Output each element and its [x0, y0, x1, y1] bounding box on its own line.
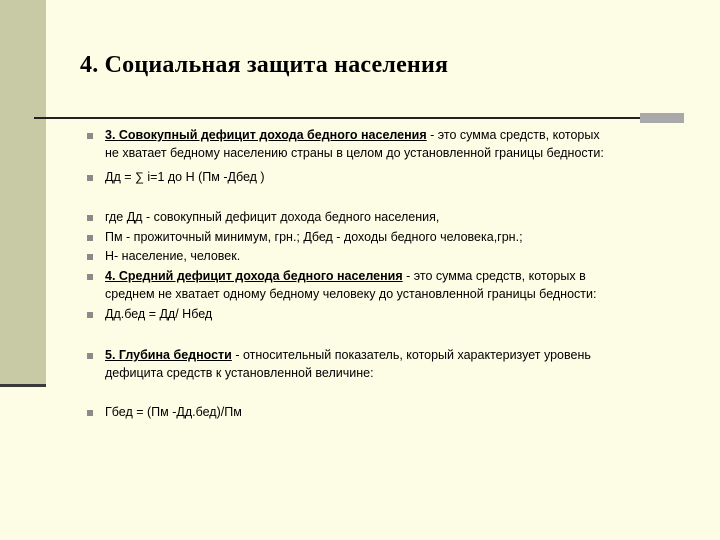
slide-title: 4. Социальная защита населения	[80, 52, 449, 78]
list-item-line	[105, 347, 705, 365]
list-item	[105, 404, 705, 422]
term-heading: 4. Средний дефицит дохода бедного населения	[105, 269, 403, 283]
text-segment: Гбед = (Пм -Дд.бед)/Пм	[105, 405, 242, 419]
list-item-line	[105, 268, 705, 286]
list-item-line	[105, 365, 705, 383]
list-item-line	[105, 145, 705, 163]
list-item	[105, 268, 705, 303]
list-item-line	[105, 209, 705, 227]
side-band	[0, 0, 46, 384]
bullet-icon	[87, 215, 93, 221]
text-segment: - это сумма средств, которых в	[402, 269, 586, 283]
list-item-line	[105, 229, 705, 247]
list-item	[105, 248, 705, 266]
bullet-icon	[87, 274, 93, 280]
list-item	[105, 347, 705, 382]
bullet-icon	[87, 353, 93, 359]
term-heading: 5. Глубина бедности	[105, 348, 232, 362]
list-item	[105, 209, 705, 227]
bullet-icon	[87, 254, 93, 260]
list-item-line	[105, 248, 705, 266]
list-item	[105, 229, 705, 247]
side-band-underline	[0, 384, 46, 387]
bullet-icon	[87, 235, 93, 241]
text-segment: дефицита средств к установленной величине:	[105, 365, 374, 380]
text-segment: - это сумма средств, которых	[426, 128, 600, 142]
bullet-icon	[87, 133, 93, 139]
text-segment: Н- население, человек.	[105, 249, 241, 263]
list-item-line	[105, 404, 705, 422]
list-item-line	[105, 169, 705, 187]
list-item	[105, 127, 705, 162]
text-segment: где Дд - совокупный дефицит дохода бедного населения,	[105, 210, 440, 224]
list-item-line	[105, 306, 705, 324]
list-item-line	[105, 127, 705, 145]
text-segment: не хватает бедному населению страны в целом до установленной границы бедности:	[105, 145, 604, 160]
list-item-line	[105, 286, 705, 304]
title-rule-tail	[640, 113, 684, 123]
term-heading: 3. Совокупный дефицит дохода бедного населения	[105, 128, 427, 142]
text-segment: - относительный показатель, который характеризует уровень	[231, 348, 591, 362]
bullet-icon	[87, 175, 93, 181]
text-segment: Дд.бед = Дд/ Нбед	[105, 307, 213, 321]
text-segment: Дд = ∑ i=1 до Н (Пм -Дбед )	[105, 170, 265, 184]
title-rule	[34, 117, 640, 119]
list-item	[105, 306, 705, 324]
bullet-icon	[87, 410, 93, 416]
list-item	[105, 169, 705, 187]
bullet-icon	[87, 312, 93, 318]
text-segment: среднем не хватает одному бедному человеку до установленной границы бедности:	[105, 286, 597, 301]
text-segment: Пм - прожиточный минимум, грн.; Дбед - доходы бедного человека,грн.;	[105, 230, 523, 244]
